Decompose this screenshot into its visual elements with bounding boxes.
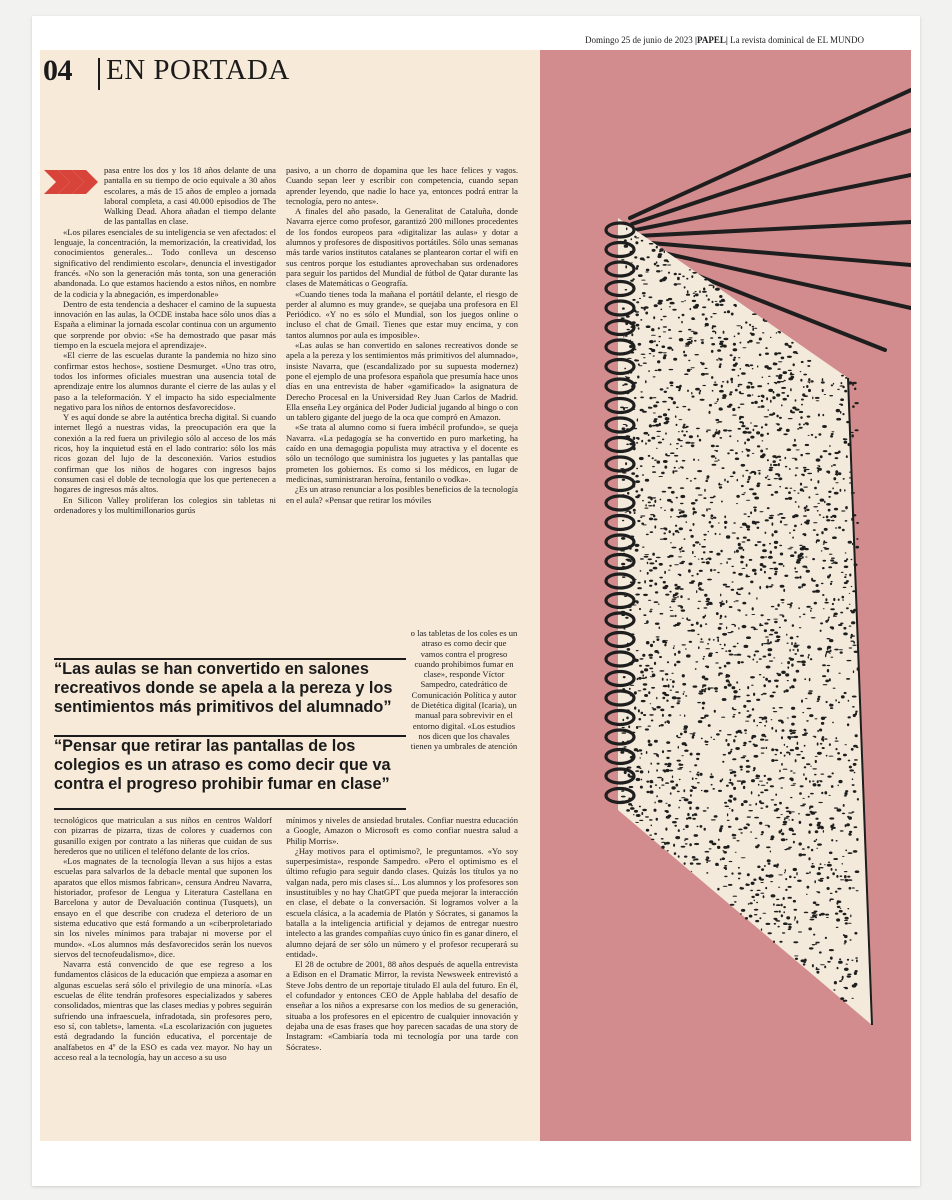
article-column-3 xyxy=(54,815,272,1062)
paragraph: A finales del año pasado, la Generalitat de Cataluña, donde Navarra ejerce como profesor, garantizó 200 millones procedentes de los fondos europeos para «digitalizar las aulas» y dotar a alumnos y profesores de dispositivos portátiles. Sólo unas semanas más tarde varios institutos catalanes se plantearon cortar el wifi en sus centros porque los estudiantes aprovechaban sus ordenadores para seguir los partidos del Mundial de fútbol de Qatar durante las clases de Matemáticas o Geografía. xyxy=(286,206,518,289)
section-title: EN PORTADA xyxy=(106,54,290,86)
paragraph: «Se trata al alumno como si fuera imbécil profundo», se queja Navarra. «La pedagogía se ha convertido en puro marketing, ha caído en una demagogia populista muy atractiva y el docente es sólo un tecnólogo que suministra los juguetes y las pantallas que prometen los gobiernos. Es como si los médicos, en lugar de medicinas, suministraran heroína, fentanilo o vodka». xyxy=(286,422,518,484)
paragraph: Navarra está convencido de que ese regreso a los fundamentos clásicos de la educación que empieza a asomar en algunas escuelas será sólo el privilegio de una minoría. «Las escuelas de élite tendrán profesores especializados y saberes consolidados, mientras que las clases medias y pobres seguirán sufriendo una infraescuela, infradotada, sin profesores pero, eso sí, con tablets», lamenta. «La escolarización con juguetes está degradando la función educativa, el porcentaje de analfabetos en 4º de la ESO es cada vez mayor. No hay un acceso real a la tecnología, hay un acceso a su uso xyxy=(54,959,272,1062)
section-divider xyxy=(98,58,100,90)
magazine-brand: PAPEL xyxy=(697,35,726,45)
paragraph: «Los pilares esenciales de su inteligencia se ven afectados: el lenguaje, la concentración, la memorización, la creatividad, los conocimientos generales... Todo conlleva un descenso significativo del rendimiento escolar», denuncia el investigador francés. «No son la generación más tonta, son una generación abandonada. Lo que estamos haciendo a estos niños, en nombre de la codicia y la abnegación, es imperdonable» xyxy=(54,226,276,299)
paragraph: En Silicon Valley proliferan los colegios sin tabletas ni ordenadores y los multimillonarios gurús xyxy=(54,494,276,515)
issue-date: Domingo 25 de junio de 2023 xyxy=(585,35,693,45)
paragraph: ¿Hay motivos para el optimismo?, le preguntamos. «Yo soy superpesimista», responde Sampedro. «Pero el optimismo es el último refugio para seguir dando clases. Quizás los títulos ya no valgan nada, pero mis clases sí... Los alumnos y los profesores son insustituibles y no hay ChatGPT que pueda mejorar la interacción en clase, el debate o la conversación. Si logramos volver a la escuela clásica, a la academia de Platón y Sócrates, si ganamos la batalla a la inteligencia artificial y dejamos de entregar nuestro intelecto a las grandes compañías cuyo único fin es ganar dinero, el alumno dejará de ser sólo un número y el profesor recuperará su entidad». xyxy=(286,845,518,959)
paragraph: o las tabletas de los coles es un atraso es como decir que vamos contra el progreso cuando prohibimos fumar en clase», responde Víctor Sampedro, catedrático de Comunicación Política y autor de Dietética digital (Icaria), un manual para sobrevivir en el entorno digital. «Los estudios nos dicen que los chavales tienen ya umbrales de atención xyxy=(410,628,518,752)
paragraph: Y es aquí donde se abre la auténtica brecha digital. Si cuando internet llegó a nuestras vidas, la preocupación era que la conexión a la red fuera un privilegio sólo al acceso de los más ricos, hoy la inquietud está en el lado contrario: sólo los más ricos gozan del lujo de la desconexión. Varios estudios confirman que los niños de hogares con ingresos bajos consumen casi el doble de tecnología que los que pertenecen a hogares de ingresos más altos. xyxy=(54,412,276,495)
article-column-1 xyxy=(54,165,276,515)
masthead: Domingo 25 de junio de 2023 |PAPEL| La revista dominical de EL MUNDO xyxy=(585,35,864,45)
paragraph: pasa entre los dos y los 18 años delante de una pantalla en su tiempo de ocio equivale a 30 años escolares, a más de 15 años de empleo a jornada laboral completa, a casi 40.000 episodios de The Walking Dead. Ahora añadan el tiempo delante de las pantallas en clase. xyxy=(104,165,276,227)
paragraph: ¿Es un atraso renunciar a los posibles beneficios de la tecnología en el aula? «Pensar que retirar los móviles xyxy=(286,484,518,505)
paragraph: pasivo, a un chorro de dopamina que les hace felices y vagos. Cuando sepan leer y escribir con competencia, cuando sepan aprender leyendo, que nadie lo hace ya, entonces podrá entrar la tecnología, pero no antes». xyxy=(286,165,518,206)
paragraph: Dentro de esta tendencia a deshacer el camino de la supuesta innovación en las aulas, la OCDE instaba hace sólo unos días a España a eliminar la jornada escolar continua con un argumento que sorprende por obvio: «Se ha demostrado que pasar más tiempo en la escuela mejora el aprendizaje». xyxy=(54,298,276,351)
magazine-tagline: La revista dominical de EL MUNDO xyxy=(730,35,864,45)
article-column-2 xyxy=(286,165,518,505)
paragraph: «El cierre de las escuelas durante la pandemia no hizo sino confirmar estos hechos», sostiene Desmurget. «Uno tras otro, todos los informes oficiales muestran una ausencia total de aprendizaje entre los alumnos durante el cierre de las aulas y el paso a la teleformación. Y el impacto ha sido especialmente negativo para los niños de entornos desfavorecidos». xyxy=(54,350,276,412)
paragraph: tecnológicos que matriculan a sus niños en centros Waldorf con pizarras de pizarra, tizas de colores y cuadernos con gusanillo exigen por contrato a las niñeras que cuidan de sus herederos que no utilicen el teléfono delante de los críos. xyxy=(54,815,272,856)
pullquote-2: “Pensar que retirar las pantallas de los colegios es un atraso es como decir que va contra el progreso prohibir fumar en clase” xyxy=(54,737,391,793)
pullquote-1: “Las aulas se han convertido en salones recreativos donde se apela a la pereza y los sentimientos más primitivos del alumnado” xyxy=(54,660,393,716)
pullquote-rule-bottom xyxy=(54,808,406,810)
spiral-notebook-illustration xyxy=(540,50,911,1141)
paragraph: El 28 de octubre de 2001, 88 años después de aquella entrevista a Edison en el Dramatic Mirror, la revista Newsweek entrevistó a Steve Jobs dentro de un reportaje titulado El aula del futuro. En él, el cofundador y entonces CEO de Apple hablaba del desafío de enseñar a los niños a expresarse con los medios de su generación, situaba a los profesores en el epicentro de cualquier innovación y dejaba una de esas frases que hoy parecen sacadas de una story de Instagram: «Cambiaría toda mi tecnología por una tarde con Sócrates». xyxy=(286,959,518,1052)
article-column-2-wrap xyxy=(410,628,518,752)
paragraph: mínimos y niveles de ansiedad brutales. Confiar nuestra educación a Google, Amazon o Microsoft es como confiar nuestra salud a Philip Morris». xyxy=(286,815,518,846)
article-column-4 xyxy=(286,815,518,1052)
paragraph: «Cuando tienes toda la mañana el portátil delante, el riesgo de perder al alumno es muy grande», se quejaba una profesora en El Periódico. «Y no es sólo el Mundial, son los juegos online o incluso el chat de Gmail. Tienes que estar muy encima, y con tantos alumnos por aula es imposible». xyxy=(286,288,518,340)
paragraph: «Las aulas se han convertido en salones recreativos donde se apela a la pereza y los sentimientos más primitivos del alumnado», insiste Navarra, que (escandalizado por su supuesta modernez) pone el ejemplo de una profesora española que presumía hace unos días en una entrevista de haber «gamificado» la asignatura de Derecho Procesal en la Universidad Rey Juan Carlos de Madrid. Ella enseña Ley orgánica del Poder Judicial jugando al bingo o con un tablero gigante del juego de la oca que compró en Amazon. xyxy=(286,340,518,423)
paragraph: «Los magnates de la tecnología llevan a sus hijos a estas escuelas para salvarlos de la debacle mental que suponen los aparatos que ellos mismos fabrican», censura Andreu Navarra, historiador, profesor de Lengua y Literatura Castellana en Barcelona y autor de Devaluación continua (Tusquets), un ensayo en el que describe con crudeza el deterioro de un sistema educativo que está formando a un «ciberproletariado sin los niveles mínimos para trabajar ni moverse por el mundo». «Los alumnos más desfavorecidos serán los nuevos siervos del tecnofeudalismo», dice. xyxy=(54,856,272,959)
page-number: 04 xyxy=(43,54,72,87)
illustration-panel xyxy=(540,50,911,1141)
